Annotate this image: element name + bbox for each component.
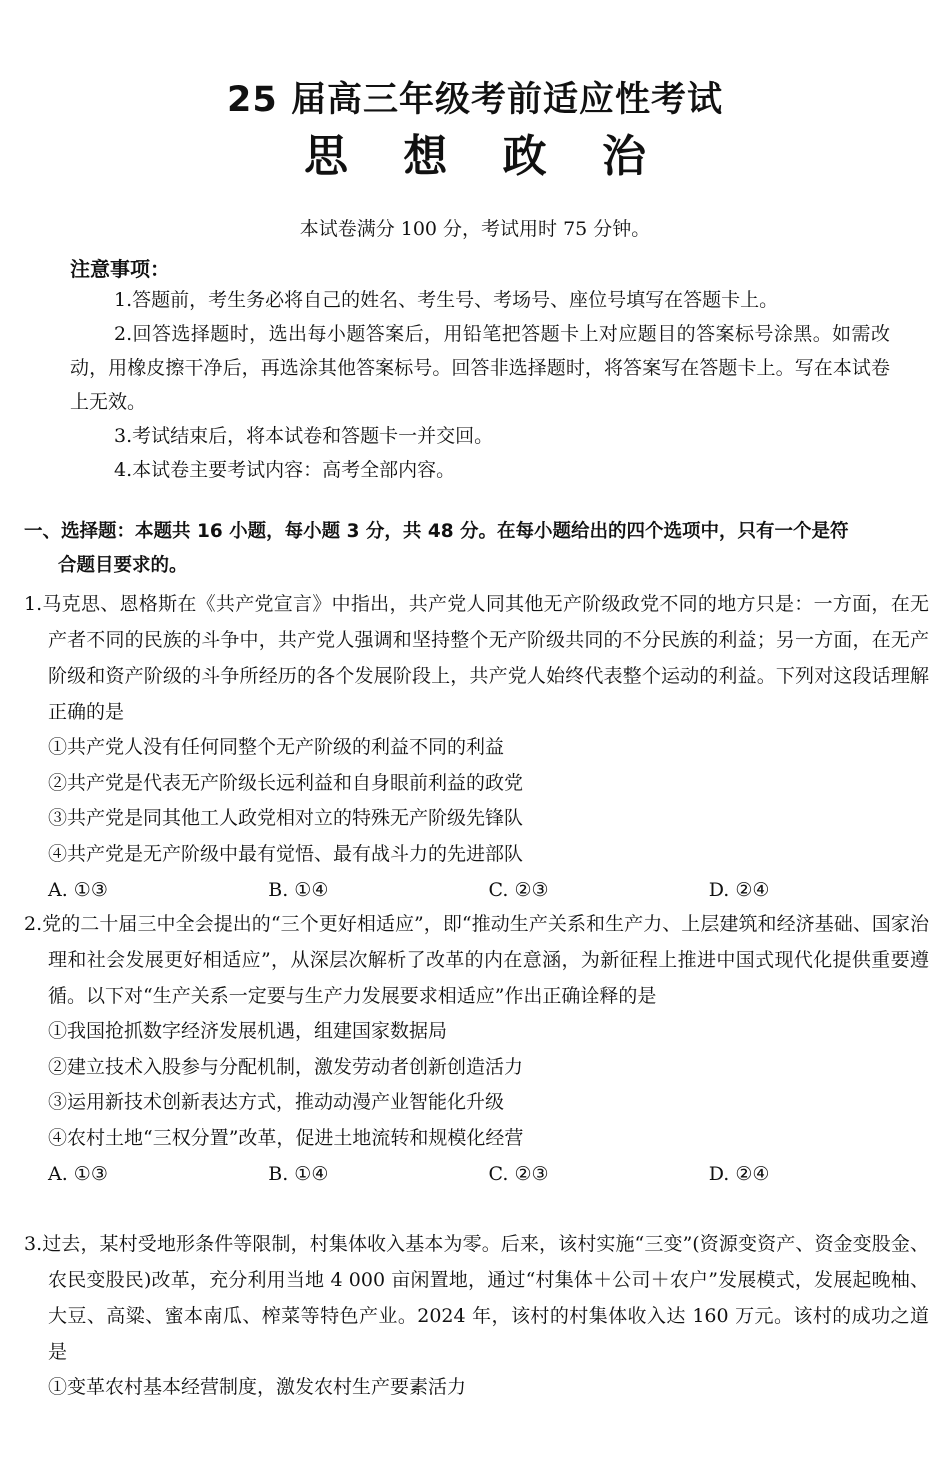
- notice-item: 2.回答选择题时，选出每小题答案后，用铅笔把答题卡上对应题目的答案标号涂黑。如需改动，用橡皮擦干净后，再选涂其他答案标号。回答非选择题时，将答案写在答题卡上。写在本试卷上无效。: [70, 323, 890, 413]
- question-option: ④农村土地“三权分置”改革，促进土地流转和规模化经营: [48, 1126, 524, 1149]
- question-option: ②共产党是代表无产阶级长远利益和自身眼前利益的政党: [48, 771, 524, 794]
- choice-d: D. ②④: [708, 1163, 770, 1185]
- exam-intro: 本试卷满分 100 分，考试用时 75 分钟。: [299, 218, 651, 240]
- question-stem: 2.党的二十届三中全会提出的“三个更好相适应”，即“推动生产关系和生产力、上层建筑和经济基础、国家治理和社会发展更好相适应”，从深层次解析了改革的内在意涵，为新征程上推进中国式现代化提供重要遵循。以下对“生产关系一定要与生产力发展要求相适应”作出正确诠释的是: [24, 913, 929, 1007]
- question-option: ②建立技术入股参与分配机制，激发劳动者创新创造活力: [48, 1055, 524, 1078]
- question-option: ④共产党是无产阶级中最有觉悟、最有战斗力的先进部队: [48, 842, 524, 865]
- choice-a: A. ①③: [48, 1163, 108, 1185]
- choice-c: C. ②③: [488, 879, 549, 901]
- section-heading-line: 合题目要求的。: [58, 555, 188, 576]
- subject-title: 思 想 政 治: [304, 131, 666, 182]
- question-2: [24, 906, 929, 1192]
- question-3: [24, 1226, 929, 1406]
- section-heading: [24, 515, 929, 583]
- notice-list: [70, 283, 890, 487]
- question-option: ①变革农村基本经营制度，激发农村生产要素活力: [48, 1376, 467, 1398]
- choice-a: A. ①③: [48, 879, 108, 901]
- question-option: ①共产党人没有任何同整个无产阶级的利益不同的利益: [48, 736, 505, 758]
- question-stem: 1.马克思、恩格斯在《共产党宣言》中指出，共产党人同其他无产阶级政党不同的地方只是：一方面，在无产者不同的民族的斗争中，共产党人强调和坚持整个无产阶级共同的不分民族的利益；另一方面，在无产阶级和资产阶级的斗争所经历的各个发展阶段上，共产党人始终代表整个运动的利益。下列对这段话理解正确的是: [24, 593, 929, 723]
- notice-item: 1.答题前，考生务必将自己的姓名、考生号、考场号、座位号填写在答题卡上。: [114, 289, 779, 311]
- answer-choices: [24, 872, 929, 908]
- answer-choices: [24, 1156, 929, 1192]
- choice-c: C. ②③: [488, 1163, 549, 1185]
- question-option: ③运用新技术创新表达方式，推动动漫产业智能化升级: [48, 1091, 505, 1113]
- notice-heading: 注意事项：: [70, 257, 170, 281]
- question-option: ①我国抢抓数字经济发展机遇，组建国家数据局: [48, 1020, 448, 1042]
- exam-title: 25 届高三年级考前适应性考试: [227, 80, 723, 120]
- notice-item: 3.考试结束后，将本试卷和答题卡一并交回。: [114, 425, 494, 447]
- question-option: ③共产党是同其他工人政党相对立的特殊无产阶级先锋队: [48, 807, 524, 829]
- question-1: [24, 586, 929, 908]
- question-stem: 3.过去，某村受地形条件等限制，村集体收入基本为零。后来，该村实施“三变”(资源变资产、资金变股金、农民变股民)改革，充分利用当地 4 000 亩闲置地，通过“村集体＋公司＋农户”发展模式，发展起晚柚、大豆、高粱、蜜本南瓜、榨菜等特色产业。2024 年，该村的村集体收入达 160 万元。该村的成功之道是: [24, 1233, 929, 1363]
- choice-b: B. ①④: [268, 1163, 329, 1185]
- choice-d: D. ②④: [708, 879, 770, 901]
- choice-b: B. ①④: [268, 879, 329, 901]
- notice-item: 4.本试卷主要考试内容：高考全部内容。: [114, 459, 456, 481]
- section-heading-line: 一、选择题：本题共 16 小题，每小题 3 分，共 48 分。在每小题给出的四个选项中，只有一个是符: [24, 521, 849, 542]
